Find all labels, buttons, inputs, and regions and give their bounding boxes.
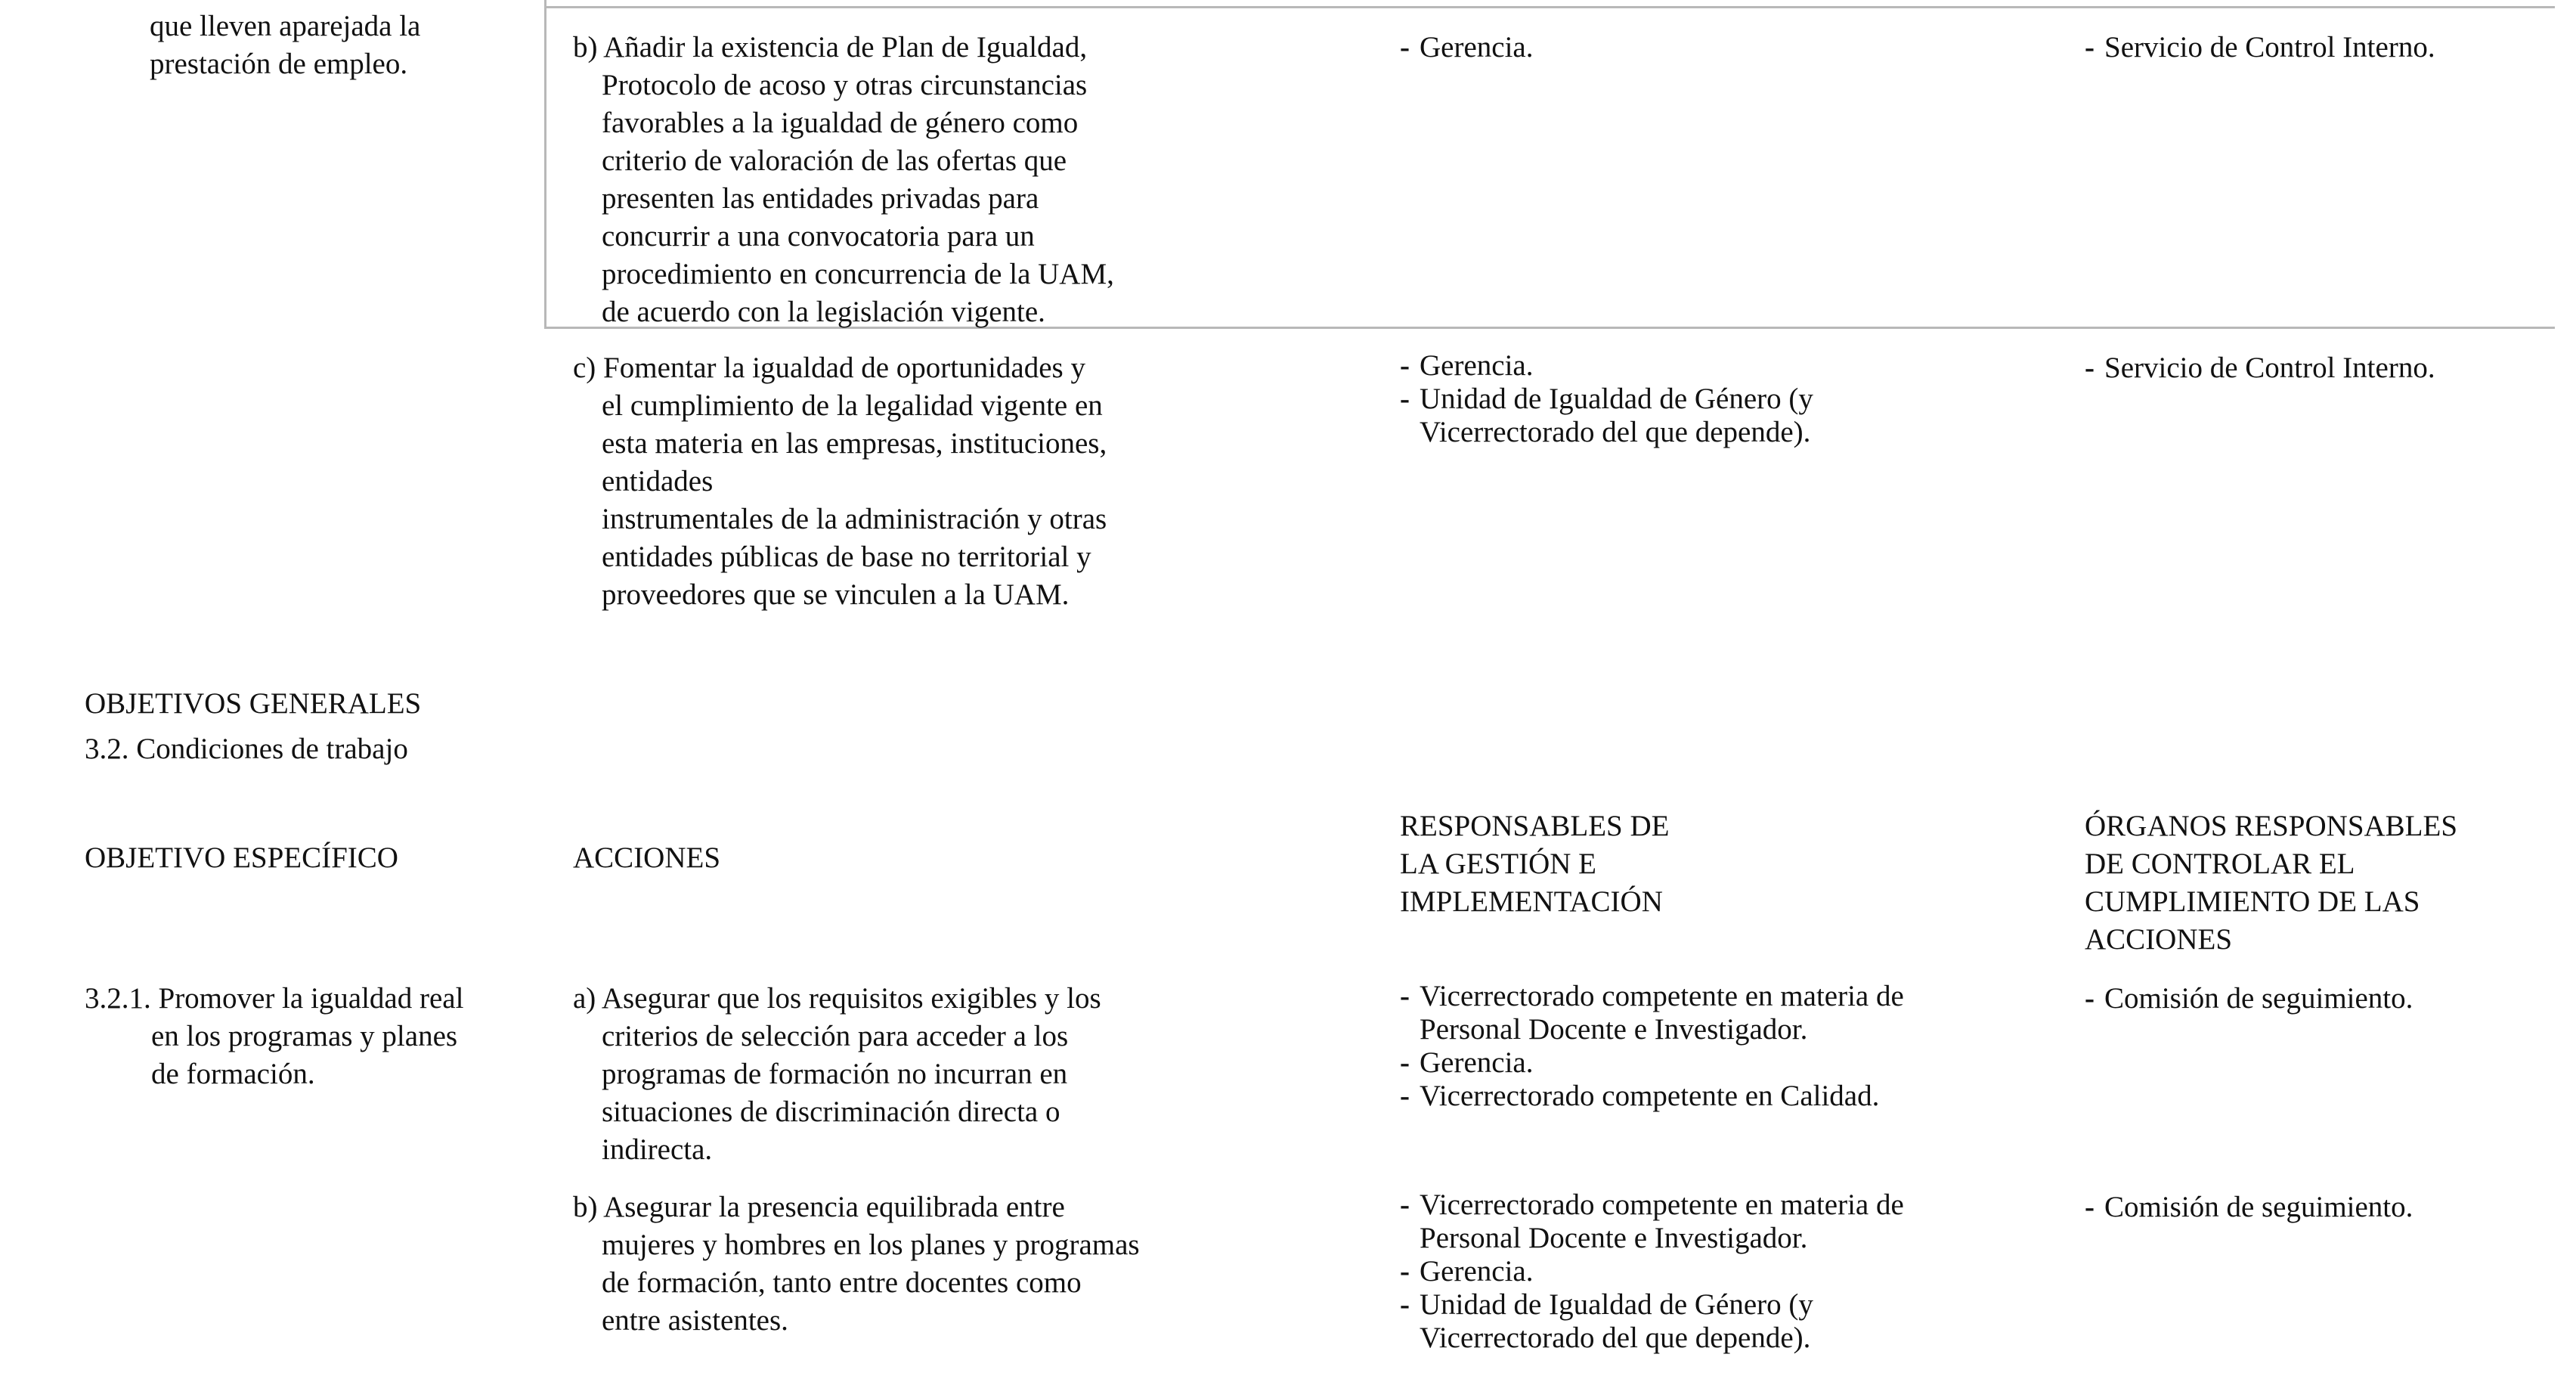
responsable-item bbox=[1400, 29, 1533, 67]
table-column-divider bbox=[544, 0, 546, 327]
responsable-line: Gerencia. bbox=[1420, 1046, 1534, 1079]
responsable-item bbox=[1400, 1189, 1904, 1255]
column-header-organos bbox=[2085, 807, 2457, 959]
action-cell-c bbox=[573, 349, 1107, 614]
bullet-dash: - bbox=[1400, 980, 1410, 1012]
action-line: instrumentales de la administración y otras bbox=[602, 503, 1107, 535]
column-header-responsables bbox=[1400, 807, 1669, 921]
header-line: LA GESTIÓN E bbox=[1400, 848, 1596, 880]
header-line: DE CONTROLAR EL bbox=[2085, 848, 2355, 880]
action-cell-b bbox=[573, 29, 1114, 331]
organos-cell-a bbox=[2085, 980, 2413, 1018]
responsable-line: Unidad de Igualdad de Género (y bbox=[1420, 383, 1813, 415]
organo-line: Servicio de Control Interno. bbox=[2104, 352, 2435, 384]
responsables-cell-b bbox=[1400, 29, 1533, 67]
bullet-dash: - bbox=[1400, 349, 1410, 382]
header-line: ACCIONES bbox=[2085, 923, 2233, 956]
responsable-item bbox=[1400, 1255, 1904, 1288]
table-top-border bbox=[544, 6, 2555, 8]
bullet-dash: - bbox=[1400, 31, 1410, 64]
objective-continuation bbox=[150, 8, 420, 83]
organos-cell-c bbox=[2085, 349, 2435, 387]
organos-cell-b bbox=[2085, 29, 2435, 67]
bullet-dash: - bbox=[1400, 1189, 1410, 1221]
action-line: de formación, tanto entre docentes como bbox=[602, 1266, 1082, 1299]
action-line: presenten las entidades privadas para bbox=[602, 182, 1039, 215]
section-subheading: 3.2. Condiciones de trabajo bbox=[85, 733, 408, 765]
column-header-objetivo: OBJETIVO ESPECÍFICO bbox=[85, 841, 398, 874]
header-line: RESPONSABLES DE bbox=[1400, 810, 1670, 842]
responsable-line: Personal Docente e Investigador. bbox=[1420, 1013, 1808, 1046]
action-line: entre asistentes. bbox=[602, 1304, 788, 1337]
bullet-dash: - bbox=[2085, 352, 2095, 384]
objective-line: en los programas y planes bbox=[151, 1020, 458, 1052]
action-line: criterio de valoración de las ofertas que bbox=[602, 144, 1067, 177]
responsable-line: Vicerrectorado del que depende). bbox=[1420, 416, 1811, 448]
action-line: b) Asegurar la presencia equilibrada entre bbox=[573, 1191, 1065, 1223]
header-line: ÓRGANOS RESPONSABLES bbox=[2085, 810, 2458, 842]
action-line: procedimiento en concurrencia de la UAM, bbox=[602, 258, 1114, 290]
action-line: favorables a la igualdad de género como bbox=[602, 107, 1079, 139]
bullet-dash: - bbox=[1400, 1255, 1410, 1288]
responsable-line: Vicerrectorado del que depende). bbox=[1420, 1322, 1811, 1354]
action-line: programas de formación no incurran en bbox=[602, 1058, 1068, 1090]
responsable-item bbox=[1400, 383, 1813, 449]
organo-line: Comisión de seguimiento. bbox=[2104, 982, 2413, 1015]
responsable-item bbox=[1400, 980, 1904, 1046]
bullet-dash: - bbox=[1400, 383, 1410, 415]
responsable-item bbox=[1400, 1288, 1904, 1355]
responsables-cell-a bbox=[1400, 980, 1904, 1113]
action-line: de acuerdo con la legislación vigente. bbox=[602, 296, 1045, 328]
responsables-cell-c bbox=[1400, 349, 1813, 449]
action-line: situaciones de discriminación directa o bbox=[602, 1096, 1060, 1128]
bullet-dash: - bbox=[1400, 1080, 1410, 1112]
column-header-acciones: ACCIONES bbox=[573, 841, 721, 874]
action-cell-b2 bbox=[573, 1189, 1140, 1340]
responsable-line: Vicerrectorado competente en materia de bbox=[1420, 1189, 1904, 1221]
responsable-item bbox=[1400, 349, 1813, 383]
responsable-line: Gerencia. bbox=[1420, 349, 1534, 382]
action-line: c) Fomentar la igualdad de oportunidades y bbox=[573, 352, 1085, 384]
action-line: entidades bbox=[602, 465, 714, 497]
objective-line: 3.2.1. Promover la igualdad real bbox=[85, 982, 464, 1015]
action-line: b) Añadir la existencia de Plan de Igualdad, bbox=[573, 31, 1088, 64]
responsable-line: Vicerrectorado competente en materia de bbox=[1420, 980, 1904, 1012]
header-line: CUMPLIMIENTO DE LAS bbox=[2085, 885, 2420, 918]
organo-line: Comisión de seguimiento. bbox=[2104, 1191, 2413, 1223]
responsable-line: Personal Docente e Investigador. bbox=[1420, 1222, 1808, 1254]
action-line: concurrir a una convocatoria para un bbox=[602, 220, 1035, 253]
action-line: mujeres y hombres en los planes y programas bbox=[602, 1229, 1140, 1261]
bullet-dash: - bbox=[2085, 982, 2095, 1015]
action-line: a) Asegurar que los requisitos exigibles y los bbox=[573, 982, 1101, 1015]
bullet-dash: - bbox=[2085, 1191, 2095, 1223]
action-cell-a bbox=[573, 980, 1101, 1169]
action-line: esta materia en las empresas, instituciones, bbox=[602, 427, 1107, 460]
objective-3-2-1 bbox=[85, 980, 463, 1093]
action-line: entidades públicas de base no territorial y bbox=[602, 541, 1091, 573]
responsable-line: Vicerrectorado competente en Calidad. bbox=[1420, 1080, 1880, 1112]
action-line: el cumplimiento de la legalidad vigente en bbox=[602, 389, 1103, 422]
section-heading: OBJETIVOS GENERALES bbox=[85, 687, 422, 720]
bullet-dash: - bbox=[2085, 31, 2095, 64]
organos-cell-b2 bbox=[2085, 1189, 2413, 1226]
responsable-item bbox=[1400, 1046, 1904, 1080]
action-line: indirecta. bbox=[602, 1133, 713, 1166]
responsable-line: Gerencia. bbox=[1420, 1255, 1534, 1288]
bullet-dash: - bbox=[1400, 1288, 1410, 1321]
header-line: IMPLEMENTACIÓN bbox=[1400, 885, 1663, 918]
organo-item bbox=[2085, 349, 2435, 387]
action-line: proveedores que se vinculen a la UAM. bbox=[602, 578, 1070, 611]
responsables-cell-b2 bbox=[1400, 1189, 1904, 1355]
organo-item bbox=[2085, 1189, 2413, 1226]
action-line: criterios de selección para acceder a los bbox=[602, 1020, 1069, 1052]
organo-line: Servicio de Control Interno. bbox=[2104, 31, 2435, 64]
bullet-dash: - bbox=[1400, 1046, 1410, 1079]
objective-continuation-line: que lleven aparejada la bbox=[150, 10, 421, 42]
organo-item bbox=[2085, 980, 2413, 1018]
organo-item bbox=[2085, 29, 2435, 67]
responsable-line: Gerencia. bbox=[1420, 31, 1534, 64]
objective-line: de formación. bbox=[151, 1058, 315, 1090]
responsable-item bbox=[1400, 1080, 1904, 1113]
action-line: Protocolo de acoso y otras circunstancias bbox=[602, 69, 1088, 101]
objective-continuation-line: prestación de empleo. bbox=[150, 48, 408, 80]
responsable-line: Unidad de Igualdad de Género (y bbox=[1420, 1288, 1813, 1321]
